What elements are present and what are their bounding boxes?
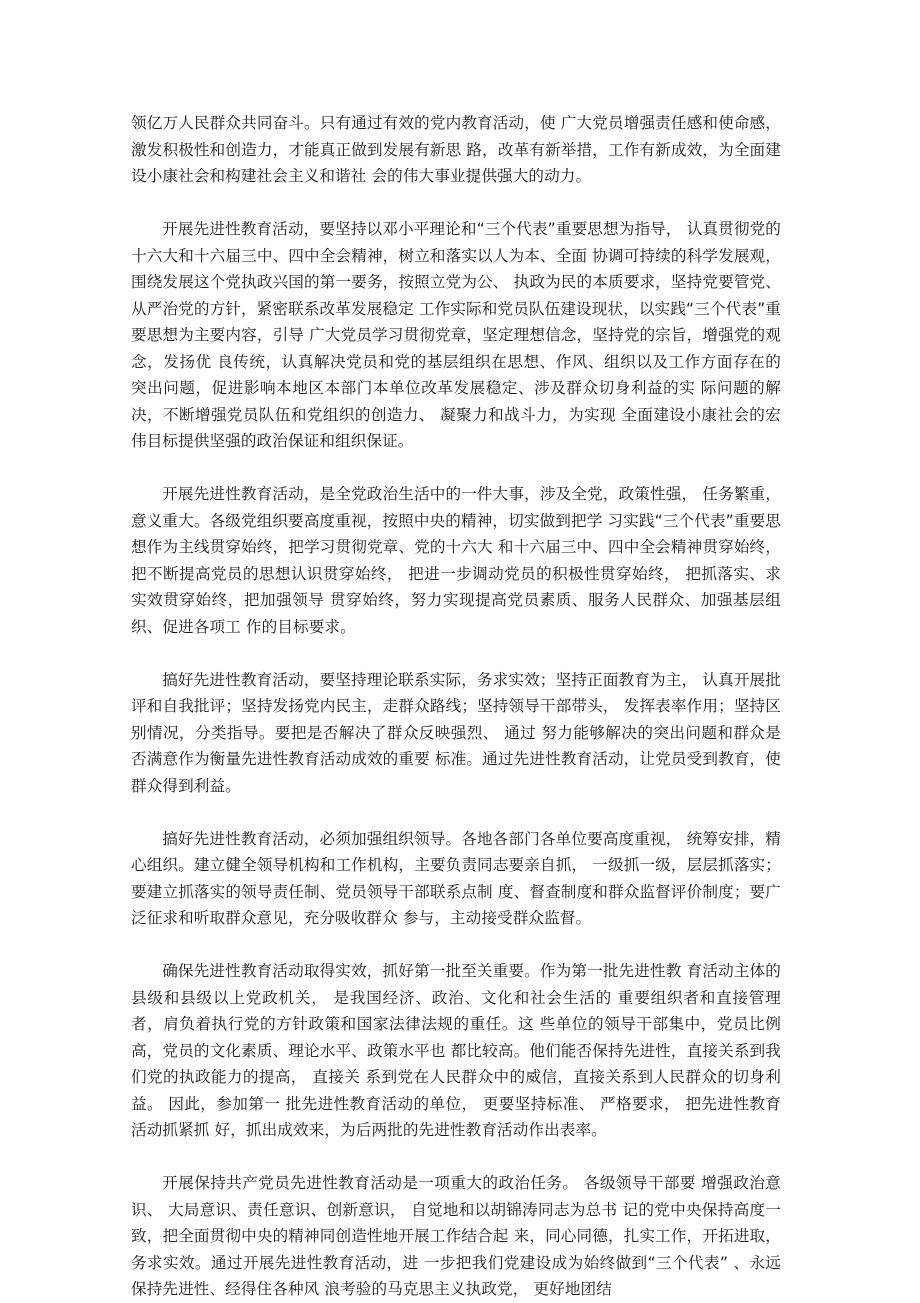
paragraph-3: 开展先进性教育活动，是全党政治生活中的一件大事，涉及全党，政策性强， 任务繁重，意义重大。各级党组织要高度重视，按照中央的精神，切实做到把学 习实践“三个代表”重要思想作为主线贯穿始终，把学习贯彻党章、党的十六大 和十六届三中、四中全会精神贯穿始终，把不断提高党员的思想认识贯穿始终， 把进一步调动党员的积极性贯穿始终， 把抓落实、求实效贯穿始终，把加强领导 贯穿始终，努力实现提高党员素质、服务人民群众、加强基层组织、促进各项工 作的目标要求。 bbox=[131, 485, 781, 636]
paragraph-5: 搞好先进性教育活动，必须加强组织领导。各地各部门各单位要高度重视， 统筹安排，精心组织。建立健全领导机构和工作机构，主要负责同志要亲自抓， 一级抓一级，层层抓落实；要建立抓落实的领导责任制、党员领导干部联系点制 度、督查制度和群众监督评价制度；要广泛征求和听取群众意见，充分吸收群众 参与，主动接受群众监督。 bbox=[131, 829, 781, 927]
paragraph-1: 领亿万人民群众共同奋斗。只有通过有效的党内教育活动，使 广大党员增强责任感和使命感，激发积极性和创造力，才能真正做到发展有新思 路，改革有新举措，工作有新成效，为全面建设小康社会和构建社会主义和谐社 会的伟大事业提供强大的动力。 bbox=[131, 114, 781, 185]
paragraph-4: 搞好先进性教育活动，要坚持理论联系实际，务求实效；坚持正面教育为主， 认真开展批评和自我批评；坚持发扬党内民主，走群众路线；坚持领导干部带头， 发挥表率作用；坚持区别情况，分类指导。要把是否解决了群众反映强烈、 通过 努力能够解决的突出问题和群众是否满意作为衡量先进性教育活动成效的重要 标准。通过先进性教育活动，让党员受到教育，使群众得到利益。 bbox=[131, 670, 781, 795]
document-page bbox=[131, 110, 781, 1303]
paragraph-6: 确保先进性教育活动取得实效，抓好第一批至关重要。作为第一批先进性教 育活动主体的县级和县级以上党政机关， 是我国经济、政治、文化和社会生活的 重要组织者和直接管理者，肩负着执行党的方针政策和国家法律法规的重任。这 些单位的领导干部集中，党员比例高，党员的文化素质、理论水平、政策水平也 都比较高。他们能否保持先进性，直接关系到我们党的执政能力的提高， 直接关 系到党在人民群众中的威信，直接关系到人民群众的切身利益。 因此，参加第一 批先进性教育活动的单位， 更要坚持标准、 严格要求， 把先进性教育活动抓紧抓 好，抓出成效来，为后两批的先进性教育活动作出表率。 bbox=[131, 962, 781, 1139]
paragraph-7: 开展保持共产党员先进性教育活动是一项重大的政治任务。 各级领导干部要 增强政治意识、 大局意识、责任意识、创新意识， 自觉地和以胡锦涛同志为总书 记的党中央保持高度一致，把全面贯彻中央的精神同创造性地开展工作结合起 来，同心同德，扎实工作，开拓进取，务求实效。通过开展先进性教育活动，进 一步把我们党建设成为始终做到“三个代表” 、永远保持先进性、经得住各种风 浪考验的马克思主义执政党， 更好地团结 bbox=[131, 1174, 781, 1298]
paragraph-2: 开展先进性教育活动，要坚持以邓小平理论和“三个代表”重要思想为指导， 认真贯彻党的十六大和十六届三中、四中全会精神，树立和落实以人为本、全面 协调可持续的科学发展观，围绕发展这个党执政兴国的第一要务，按照立党为公、 执政为民的本质要求，坚持党要管党、从严治党的方针，紧密联系改革发展稳定 工作实际和党员队伍建设现状，以实践“三个代表”重要思想为主要内容，引导 广大党员学习贯彻党章，坚定理想信念，坚持党的宗旨，增强党的观念，发扬优 良传统，认真解决党员和党的基层组织在思想、作风、组织以及工作方面存在的 突出问题，促进影响本地区本部门本单位改革发展稳定、涉及群众切身利益的实 际问题的解决，不断增强党员队伍和党组织的创造力、 凝聚力和战斗力，为实现 全面建设小康社会的宏伟目标提供坚强的政治保证和组织保证。 bbox=[131, 220, 781, 450]
